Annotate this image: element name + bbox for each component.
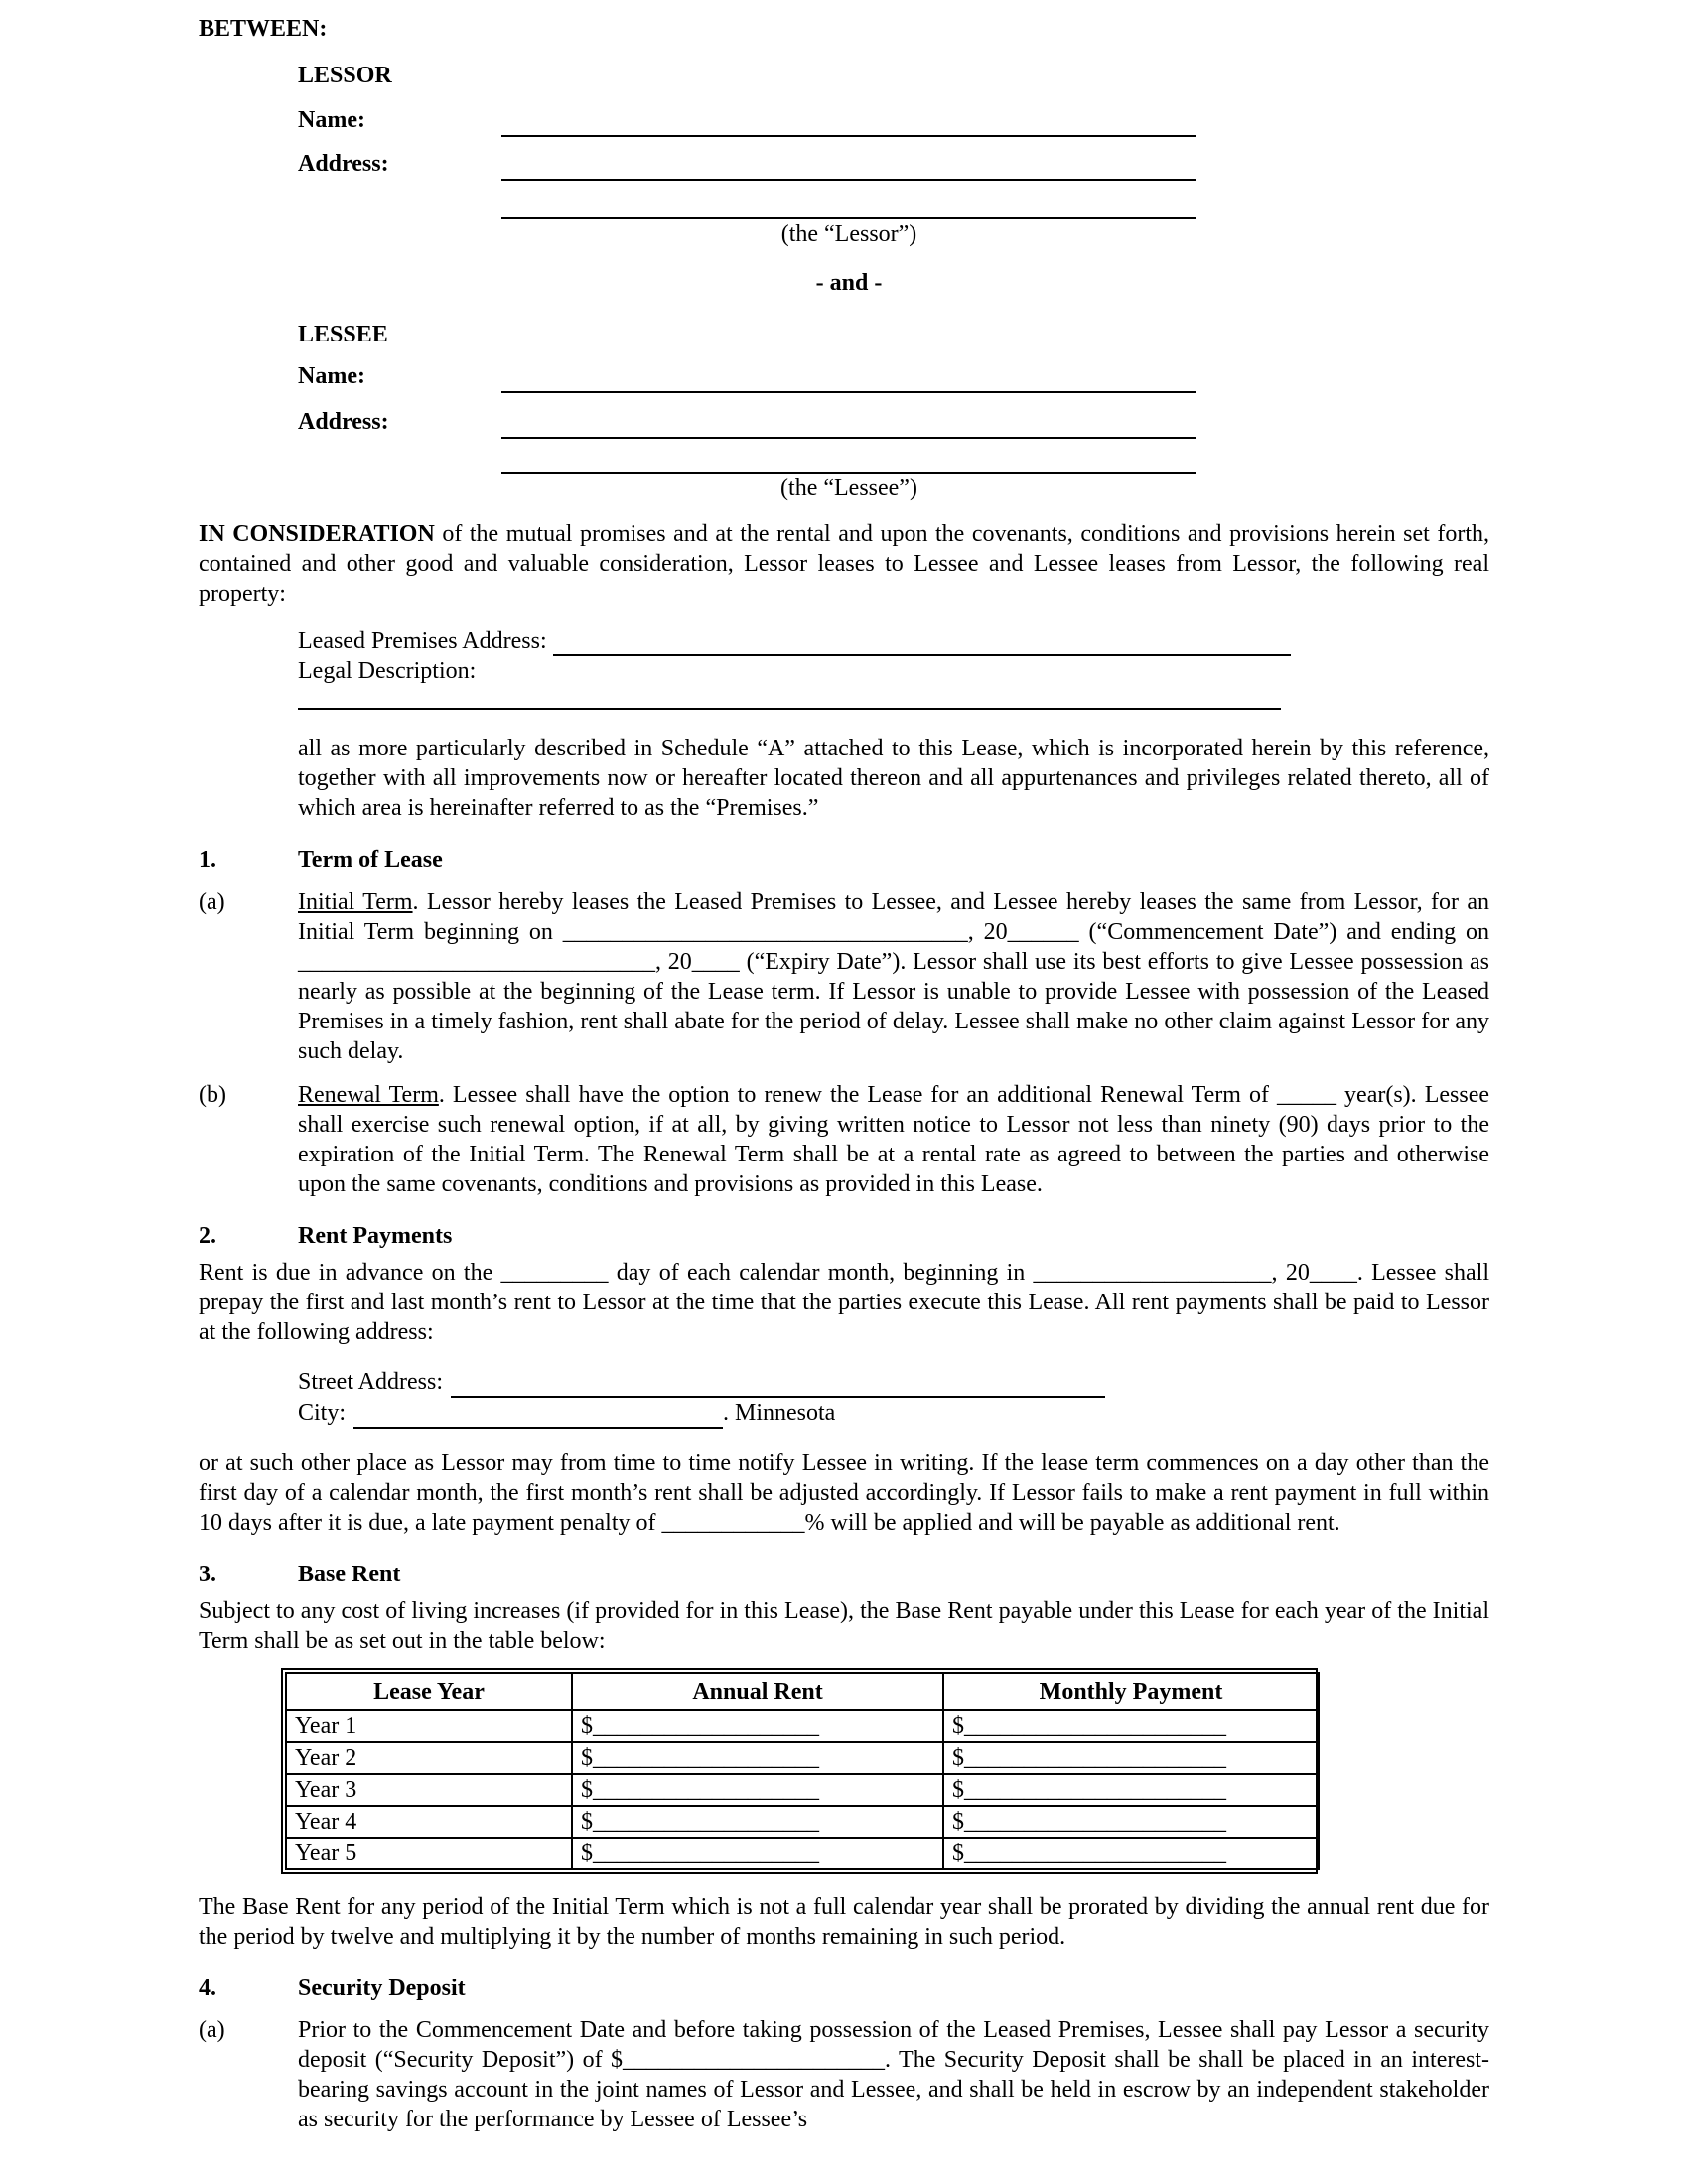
year-1-label: Year 1 [286, 1710, 572, 1742]
year-1-monthly-blank[interactable]: $______________________ [943, 1710, 1319, 1742]
renewal-term-item-number: (b) [199, 1082, 226, 1108]
payment-address-block [298, 1367, 1489, 1429]
lessee-name-blank[interactable] [501, 361, 1196, 393]
initial-term-item-number: (a) [199, 889, 225, 915]
lessee-heading: LESSEE [298, 322, 388, 347]
lessor-address-row [298, 149, 1489, 181]
table-row [286, 1774, 1319, 1806]
header-monthly-payment: Monthly Payment [943, 1673, 1319, 1710]
section-term-title: Term of Lease [298, 847, 443, 873]
lessee-name-row [298, 361, 1489, 393]
section-rent-number: 2. [199, 1223, 216, 1249]
table-row [286, 1806, 1319, 1838]
premises-note-paragraph: all as more particularly described in Schedule “A” attached to this Lease, which is incorporated herein by this reference, together with all improvements now or hereafter located thereon and all appurtenances and privileges related thereto, all of which area is hereinafter referred to as the “Premises.” [298, 736, 1489, 821]
initial-term-paragraph [298, 887, 1489, 1066]
base-rent-table-grid [285, 1672, 1320, 1870]
year-2-annual-blank[interactable]: $___________________ [572, 1742, 943, 1774]
table-header-row [286, 1673, 1319, 1710]
lessee-address-blank[interactable] [501, 407, 1196, 439]
section-term-heading [199, 845, 1489, 875]
city-state-suffix: . Minnesota [723, 1400, 836, 1426]
year-3-annual-blank[interactable]: $___________________ [572, 1774, 943, 1806]
street-address-label: Street Address: [298, 1369, 443, 1395]
consideration-lead: IN CONSIDERATION [199, 521, 435, 547]
year-5-annual-blank[interactable]: $___________________ [572, 1838, 943, 1869]
section-term-number: 1. [199, 847, 216, 873]
lessor-name-row [298, 105, 1489, 137]
lessor-heading: LESSOR [298, 63, 392, 88]
section-rent-heading [199, 1221, 1489, 1251]
table-row [286, 1742, 1319, 1774]
year-4-annual-blank[interactable]: $___________________ [572, 1806, 943, 1838]
table-row [286, 1838, 1319, 1869]
year-3-label: Year 3 [286, 1774, 572, 1806]
between-label: BETWEEN: [199, 16, 328, 42]
section-security-deposit-number: 4. [199, 1976, 216, 2001]
base-rent-paragraph: Subject to any cost of living increases (if provided for in this Lease), the Base Rent payable under this Lease for each year of the Initial Term shall be as set out in the table below: [199, 1598, 1489, 1654]
lessor-address-blank[interactable] [501, 149, 1196, 181]
lessee-address-row [298, 407, 1489, 439]
base-rent-note-paragraph: The Base Rent for any period of the Initial Term which is not a full calendar year shall be prorated by dividing the annual rent due for the period by twelve and multiplying it by the number of months remaining in such period. [199, 1894, 1489, 1950]
year-4-monthly-blank[interactable]: $______________________ [943, 1806, 1319, 1838]
initial-term-text: . Lessor hereby leases the Leased Premises to Lessee, and Lessee hereby leases the same from Lessor, for an Initial Term beginning on __________________________________, 20______ (“Commencement Date”) and ending on ______________________________, 20____ (“Expiry Date”). Lessor shall use its best efforts to give Lessee possession as nearly as possible at the beginning of the Lease term. If Lessor is unable to provide Lessee with possession of the Leased Premises in a timely fashion, rent shall abate for the period of delay. Lessee shall make no other claim against Lessor for any such delay. [298, 889, 1489, 1064]
lessee-name-label: Name: [298, 363, 365, 389]
section-rent-title: Rent Payments [298, 1223, 453, 1249]
city-blank[interactable] [353, 1398, 723, 1429]
consideration-text: of the mutual promises and at the rental and upon the covenants, conditions and provisions herein set forth, contained and other good and valuable consideration, Lessor leases to Lessee and Lessee leases from Lessor, the following real property: [199, 521, 1489, 607]
street-address-blank[interactable] [451, 1367, 1105, 1398]
initial-term-item [199, 887, 1489, 1066]
section-base-rent-number: 3. [199, 1562, 216, 1587]
year-2-monthly-blank[interactable]: $______________________ [943, 1742, 1319, 1774]
header-annual-rent: Annual Rent [572, 1673, 943, 1710]
year-5-monthly-blank[interactable]: $______________________ [943, 1838, 1319, 1869]
leased-premises-address-row [298, 626, 1291, 656]
section-security-deposit-title: Security Deposit [298, 1976, 466, 2001]
security-deposit-item [199, 2015, 1489, 2134]
lessor-address-label: Address: [298, 151, 389, 177]
lessee-designation: (the “Lessee”) [780, 476, 917, 501]
year-4-label: Year 4 [286, 1806, 572, 1838]
lessor-name-blank[interactable] [501, 105, 1196, 137]
lessor-designation: (the “Lessor”) [780, 221, 917, 247]
city-row [298, 1398, 1489, 1429]
lessor-address-blank-2[interactable] [501, 188, 1196, 219]
street-address-row [298, 1367, 1105, 1398]
year-5-label: Year 5 [286, 1838, 572, 1869]
year-1-annual-blank[interactable]: $___________________ [572, 1710, 943, 1742]
lessor-name-label: Name: [298, 107, 365, 133]
lessee-address-blank-2[interactable] [501, 442, 1196, 474]
consideration-paragraph [199, 519, 1489, 609]
premises-block [298, 626, 1291, 710]
renewal-term-paragraph [298, 1080, 1489, 1199]
security-deposit-paragraph: Prior to the Commencement Date and before taking possession of the Leased Premises, Lessee shall pay Lessor a security deposit (“Security Deposit”) of $______________________. The Security Deposit shall be shall be placed in an interest-bearing savings account in the joint names of Lessor and Lessee, and shall be held in escrow by an independent stakeholder as security for the performance by Lessee of Lessee’s [298, 2017, 1489, 2132]
section-base-rent-heading [199, 1560, 1489, 1589]
rent-paragraph: Rent is due in advance on the _________ day of each calendar month, beginning in ____________________, 20____. Lessee shall prepay the first and last month’s rent to Lessor at the time that the parties execute this Lease. All rent payments shall be paid to Lessor at the following address: [199, 1260, 1489, 1345]
legal-description-label: Legal Description: [298, 658, 477, 684]
initial-term-lead: Initial Term [298, 889, 413, 915]
section-base-rent-title: Base Rent [298, 1562, 401, 1587]
and-separator: - and - [815, 270, 883, 296]
leased-premises-address-blank[interactable] [553, 626, 1291, 656]
section-security-deposit-heading [199, 1974, 1489, 2003]
year-2-label: Year 2 [286, 1742, 572, 1774]
rent-closing-paragraph: or at such other place as Lessor may from time to time notify Lessee in writing. If the lease term commences on a day other than the first day of a calendar month, the first month’s rent shall be adjusted accordingly. If Lessor fails to make a rent payment in full within 10 days after it is due, a late payment penalty of ____________% will be applied and will be payable as additional rent. [199, 1450, 1489, 1536]
security-deposit-item-number: (a) [199, 2017, 225, 2043]
header-lease-year: Lease Year [286, 1673, 572, 1710]
renewal-term-text: . Lessee shall have the option to renew the Lease for an additional Renewal Term of _____ year(s). Lessee shall exercise such renewal option, if at all, by giving written notice to Lessor not less than ninety (90) days prior to the expiration of the Initial Term. The Renewal Term shall be at a rental rate as agreed to between the parties and otherwise upon the same covenants, conditions and provisions as provided in this Lease. [298, 1082, 1490, 1197]
lessor-address-row-2 [501, 188, 1489, 219]
leased-premises-address-label: Leased Premises Address: [298, 628, 547, 654]
year-3-monthly-blank[interactable]: $______________________ [943, 1774, 1319, 1806]
lessee-address-row-2 [501, 442, 1489, 474]
renewal-term-lead: Renewal Term [298, 1082, 439, 1108]
lessee-address-label: Address: [298, 409, 389, 435]
legal-description-blank[interactable] [298, 686, 1281, 710]
renewal-term-item [199, 1080, 1489, 1199]
city-label: City: [298, 1400, 347, 1426]
base-rent-table [281, 1668, 1318, 1874]
table-row [286, 1710, 1319, 1742]
